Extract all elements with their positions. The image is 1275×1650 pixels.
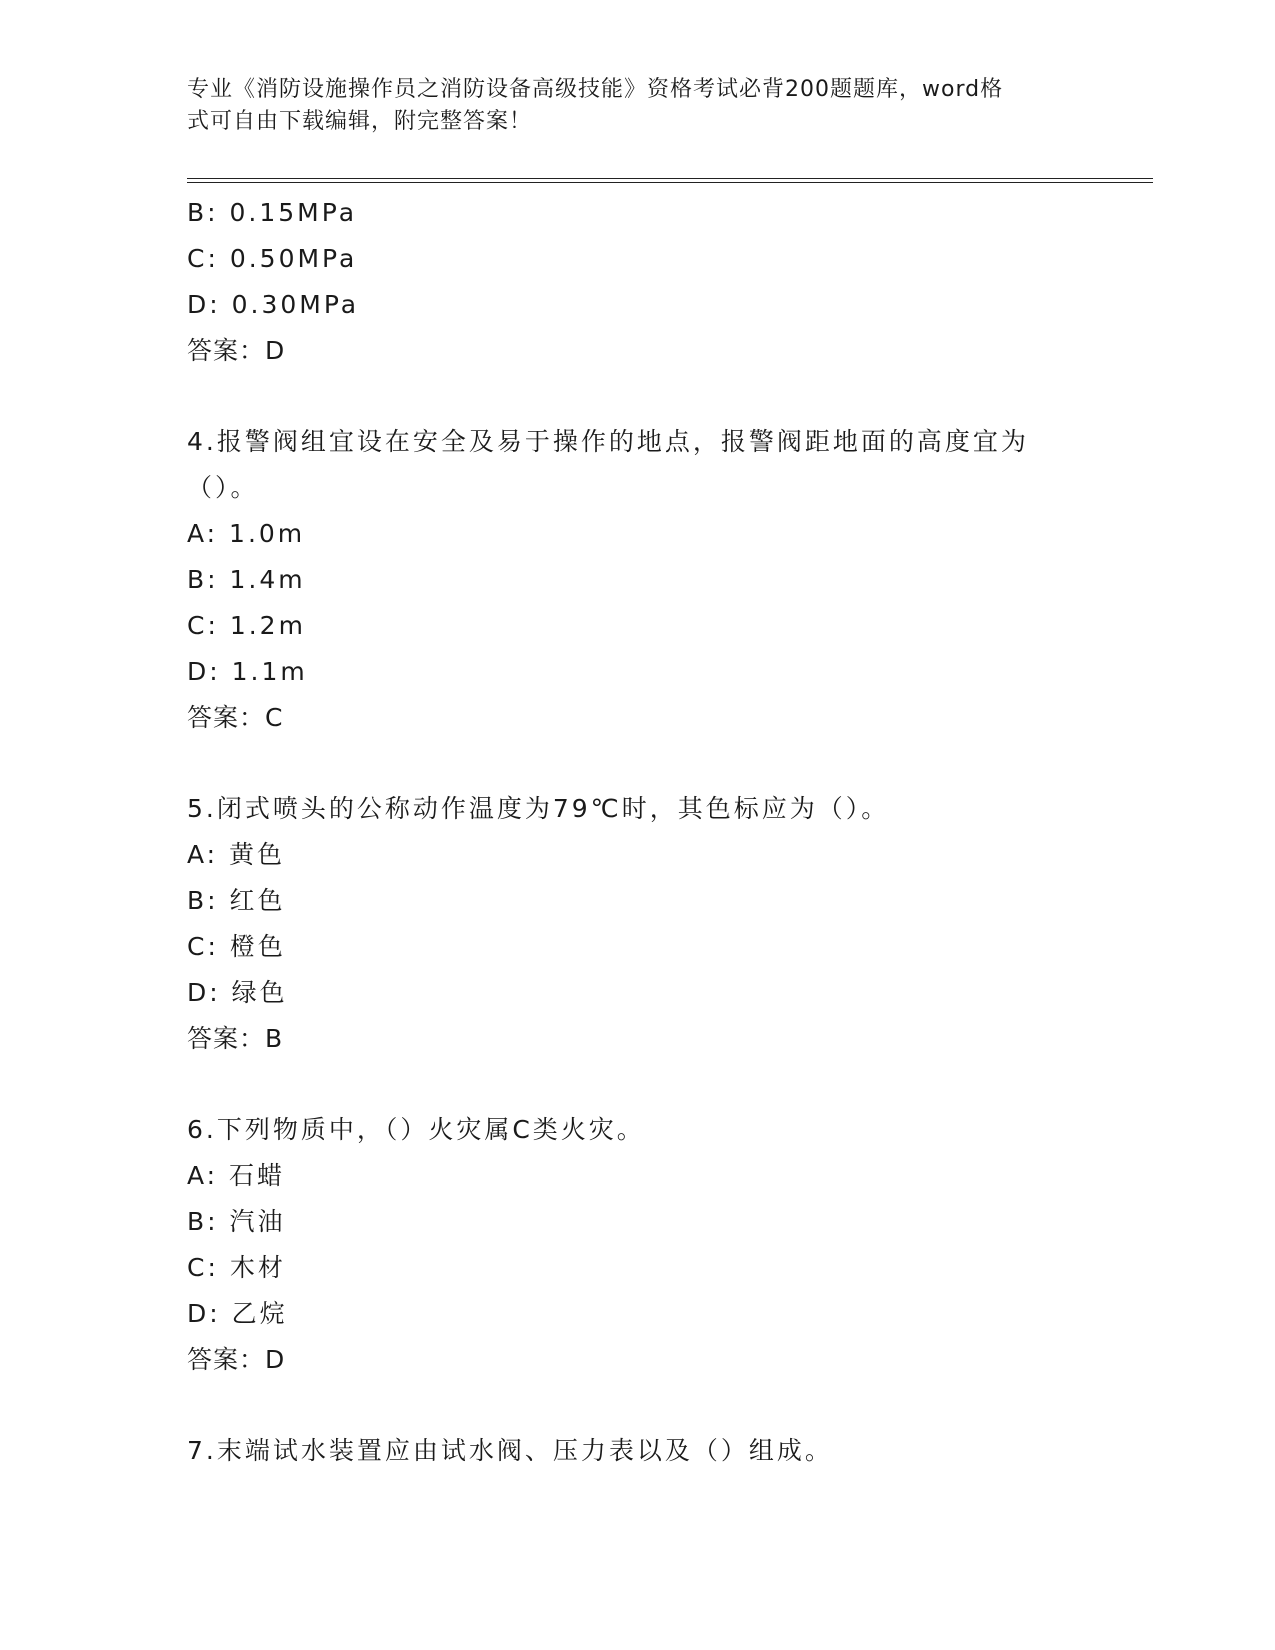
option-b: B: 红色 (187, 886, 286, 915)
question-list (187, 190, 1087, 1474)
option-c: C: 橙色 (187, 932, 286, 961)
option-a: A: 1.0m (187, 519, 306, 548)
option-a: A: 石蜡 (187, 1161, 286, 1190)
option-c: C: 1.2m (187, 611, 306, 640)
option-b: B: 1.4m (187, 565, 306, 594)
question-text: 6.下列物质中，（）火灾属C类火灾。 (187, 1115, 645, 1144)
question-7 (187, 1428, 1087, 1474)
question-text: 4.报警阀组宜设在安全及易于操作的地点，报警阀距地面的高度宜为 (187, 427, 1029, 456)
question-text: 5.闭式喷头的公称动作温度为79℃时，其色标应为（）。 (187, 794, 890, 823)
option-d: D: 绿色 (187, 978, 288, 1007)
option-c: C: 0.50MPa (187, 244, 358, 273)
option-d: D: 乙烷 (187, 1299, 288, 1328)
answer: 答案：B (187, 1024, 284, 1053)
answer: 答案：C (187, 703, 284, 732)
answer: 答案：D (187, 336, 286, 365)
option-a: A: 黄色 (187, 840, 286, 869)
question-text: 7.末端试水装置应由试水阀、压力表以及（）组成。 (187, 1436, 833, 1465)
header-line-1: 专业《消防设施操作员之消防设备高级技能》资格考试必背200题题库，word格 (187, 77, 1004, 102)
question-4 (187, 419, 1087, 741)
option-d: D: 0.30MPa (187, 290, 360, 319)
option-d: D: 1.1m (187, 657, 308, 686)
question-6 (187, 1107, 1087, 1383)
document-header (187, 74, 1067, 138)
option-c: C: 木材 (187, 1253, 286, 1282)
question-text-cont: （）。 (187, 473, 259, 502)
answer: 答案：D (187, 1345, 286, 1374)
header-divider (187, 178, 1153, 183)
header-line-2: 式可自由下载编辑，附完整答案！ (187, 109, 533, 134)
option-b: B: 汽油 (187, 1207, 286, 1236)
question-3-partial (187, 190, 1087, 374)
option-b: B: 0.15MPa (187, 198, 358, 227)
question-5 (187, 786, 1087, 1062)
